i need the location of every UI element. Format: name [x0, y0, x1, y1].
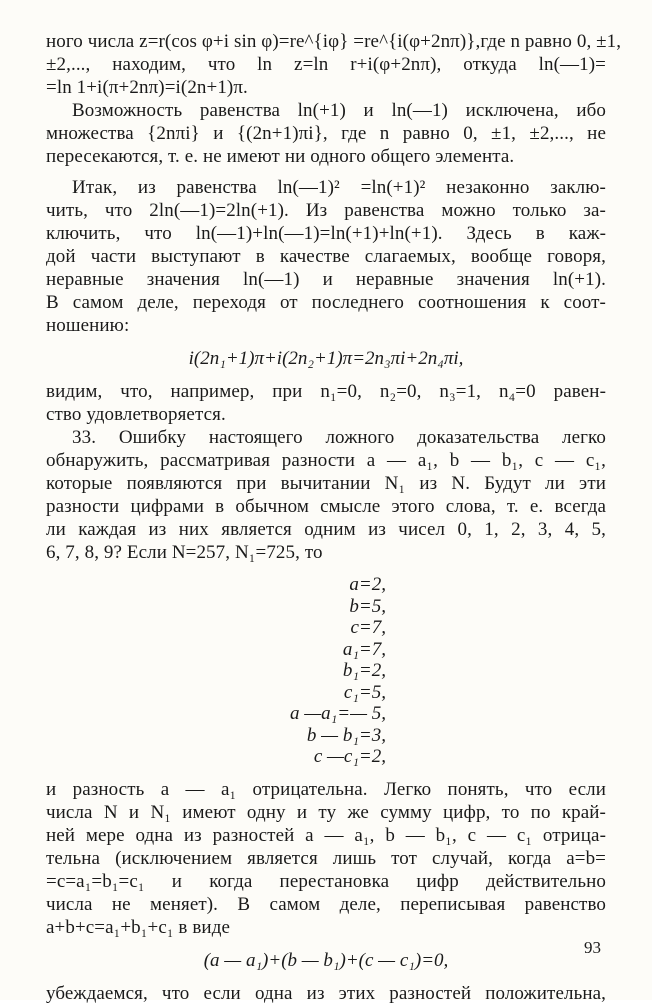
text-line: разности цифрами в обычном смысле этого слова, т. е. всегда	[46, 496, 606, 517]
text-line: =ln 1+i(π+2nπ)=i(2n+1)π.	[46, 77, 248, 98]
text-line: пересекаются, т. е. не имеют ни одного общего элемента.	[46, 146, 515, 167]
paragraph-2	[46, 99, 606, 168]
text-line: дой части выступают в качестве слагаемых, вообще говоря,	[46, 246, 606, 267]
equation-line: a=2,	[349, 574, 386, 595]
equation-line: b=5,	[349, 595, 386, 617]
text-line: ного числа z=r(cos φ+i sin φ)=re^{iφ} =re^{i(φ+2nπ)},где n равно 0, ±1,	[46, 31, 622, 52]
text-line: =c=a₁=b₁=c₁ и когда перестановка цифр действительно	[46, 870, 606, 892]
equation-line: a₁=7,	[342, 638, 386, 660]
text-line: и разность a — a₁ отрицательна. Легко понять, что если	[46, 778, 606, 800]
text-line: a+b+c=a₁+b₁+c₁ в виде	[46, 916, 230, 938]
equation-line: b — b₁=3,	[306, 724, 386, 746]
text-line: числа N и N₁ имеют одну и ту же сумму цифр, то по край-	[46, 801, 606, 823]
text-line: неравные значения ln(—1) и неравные значения ln(+1).	[46, 269, 606, 290]
text-line: ключить, что ln(—1)+ln(—1)=ln(+1)+ln(+1). Здесь в каж-	[46, 223, 606, 244]
text-line: ношению:	[46, 315, 130, 336]
equation-block	[246, 574, 386, 768]
paragraph-5	[46, 426, 606, 564]
text-line: ство удовлетворяется.	[46, 404, 226, 425]
text-line: Возможность равенства ln(+1) и ln(—1) исключена, ибо	[72, 100, 606, 121]
equation-line: a —a₁=— 5,	[290, 703, 386, 724]
text-line: убеждаемся, что если одна из этих разностей положительна,	[46, 982, 606, 1004]
text-line: чить, что 2ln(—1)=2ln(+1). Из равенства можно только за-	[46, 200, 606, 221]
paragraph-6	[46, 778, 606, 939]
formula-1: i(2n₁+1)π+i(2n₂+1)π=2n₃πi+2n₄πi,	[188, 348, 464, 369]
text-line: 33. Ошибку настоящего ложного доказательства легко	[72, 427, 606, 448]
text-line: Итак, из равенства ln(—1)² =ln(+1)² незаконно заклю-	[72, 177, 606, 198]
text-line: которые появляются при вычитании N₁ из N. Будут ли эти	[46, 473, 606, 494]
equation-line: c₁=5,	[343, 681, 386, 703]
paragraph-1	[46, 30, 622, 99]
text-line: ней мере одна из разностей a — a₁, b — b₁, c — c₁ отрица-	[46, 824, 606, 846]
paragraph-3	[46, 176, 606, 337]
text-line: ли каждая из них является одним из чисел 0, 1, 2, 3, 4, 5,	[46, 519, 606, 540]
text-line: ±2,..., находим, что ln z=ln r+i(φ+2nπ), откуда ln(—1)=	[46, 54, 606, 75]
formula-2: (a — a₁)+(b — b₁)+(c — c₁)=0,	[203, 949, 449, 971]
text-line: обнаружить, рассматривая разности a — a₁, b — b₁, c — c₁,	[46, 450, 606, 471]
equation-line: c=7,	[350, 617, 386, 638]
text-line: тельна (исключением является лишь тот случай, когда a=b=	[46, 847, 606, 869]
equation-line: b₁=2,	[342, 660, 386, 681]
page-body	[46, 30, 622, 1005]
text-line: видим, что, например, при n₁=0, n₂=0, n₃=1, n₄=0 равен-	[46, 381, 606, 402]
text-line: В самом деле, переходя от последнего соотношения к соот-	[46, 292, 606, 313]
equation-line: c —c₁=2,	[313, 746, 386, 767]
text-line: числа не меняет). В самом деле, переписывая равенство	[46, 893, 606, 915]
text-line: множества {2nπi} и {(2n+1)πi}, где n равно 0, ±1, ±2,..., не	[46, 123, 606, 144]
text-line: 6, 7, 8, 9? Если N=257, N₁=725, то	[46, 542, 323, 563]
page-number: 93	[584, 938, 601, 957]
paragraph-4	[46, 380, 606, 426]
paragraph-7	[46, 982, 606, 1005]
